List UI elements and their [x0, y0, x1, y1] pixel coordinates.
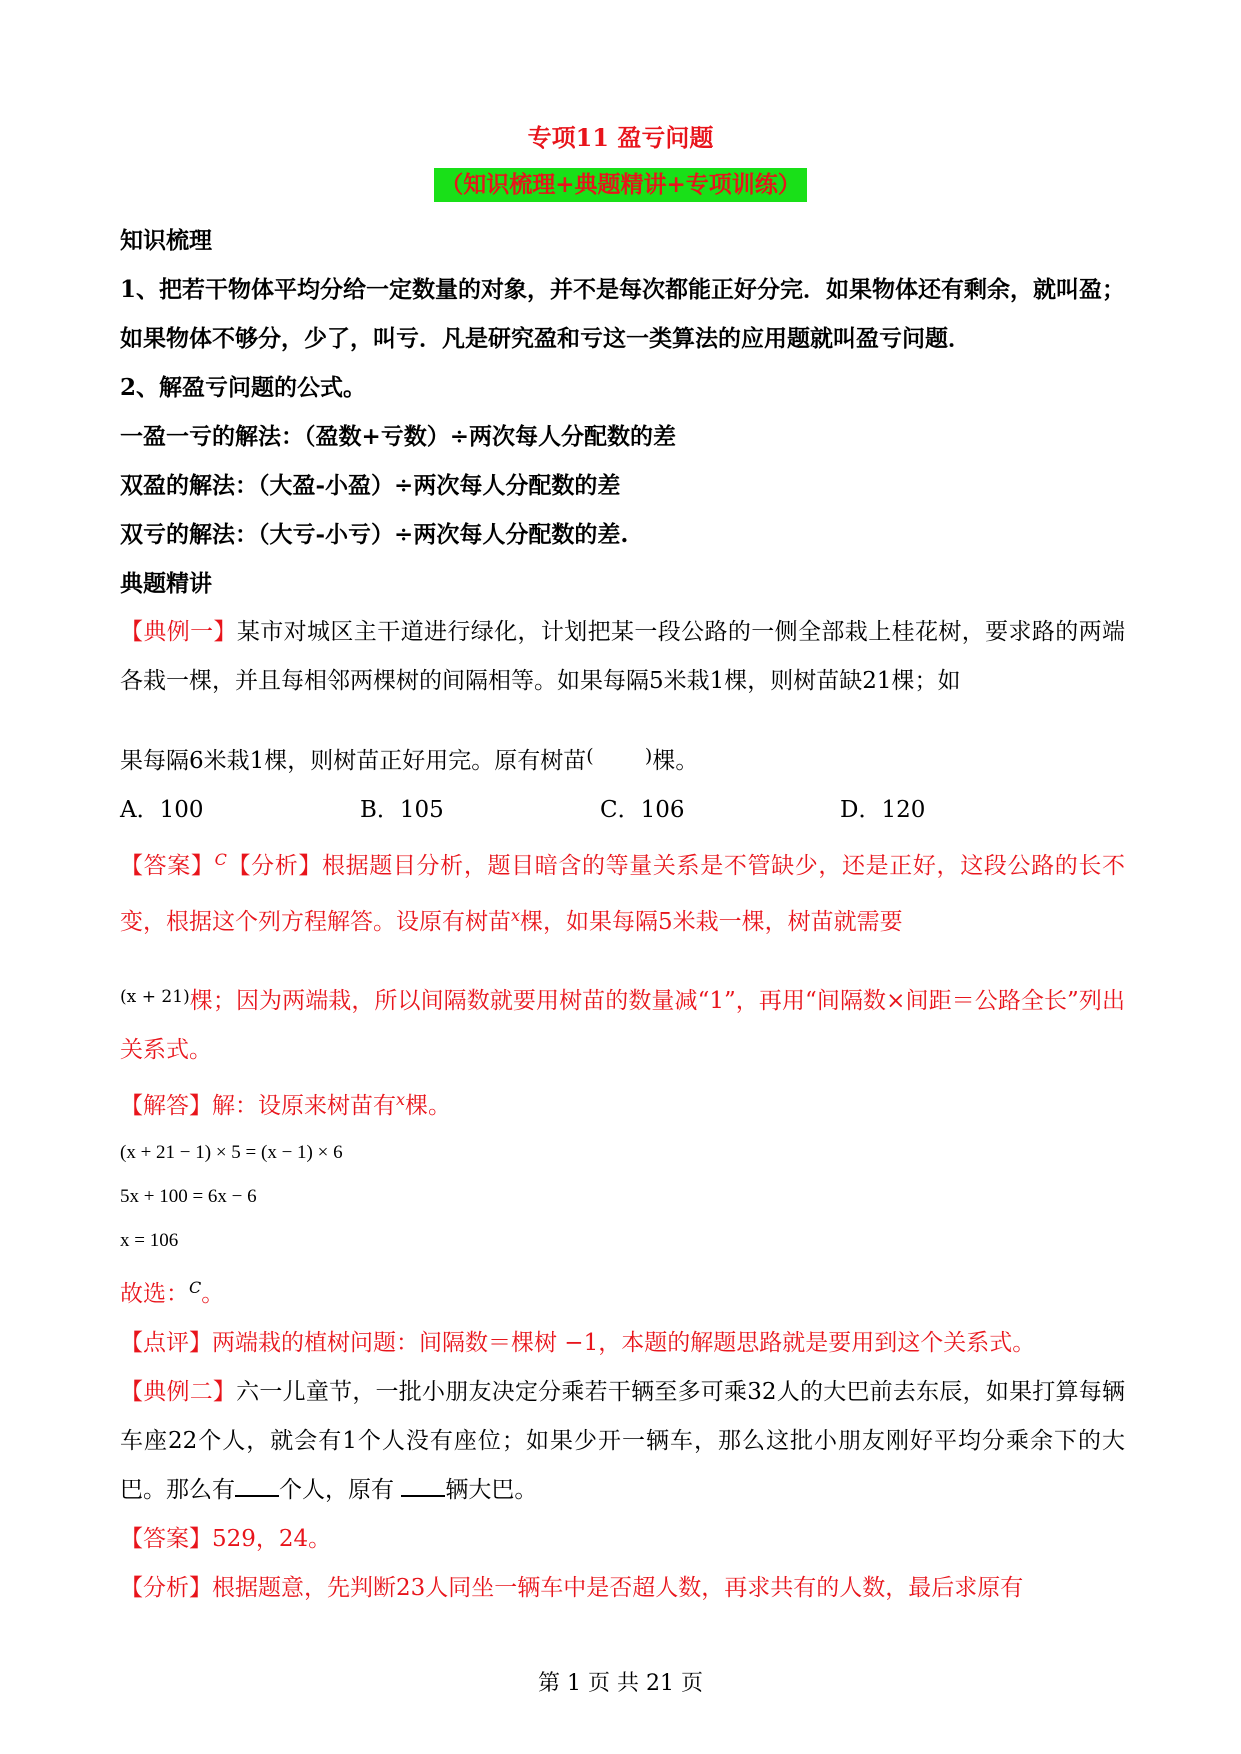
solution-text-a: 解：设原来树苗有	[212, 1093, 396, 1119]
ex2-analysis-text: 根据题意，先判断23人同坐一辆车中是否超人数，再求共有的人数，最后求原有	[212, 1575, 1024, 1601]
analysis-text-c: 棵；因为两端栽，所以间隔数就要用树苗的数量减“1”，再用“间隔数×间距＝公路全长”列出关系式。	[120, 988, 1125, 1063]
page-footer: 第 1 页 共 21 页	[538, 1671, 703, 1696]
solution-tag: 【解答】	[120, 1093, 212, 1119]
ex2-answer-value: 529，24。	[212, 1526, 332, 1552]
comment-text: 两端栽的植树问题：间隔数＝棵树 −1，本题的解题思路就是要用到这个关系式。	[212, 1330, 1036, 1356]
example-1-options	[120, 786, 1125, 835]
solution-var-x: x	[396, 1090, 406, 1109]
ex2-analysis-tag: 【分析】	[120, 1575, 212, 1601]
equation-3: x = 106	[120, 1230, 179, 1251]
analysis-tag: 【分析】	[226, 853, 322, 879]
equation-2: 5x + 100 = 6x − 6	[120, 1186, 257, 1207]
choice-value: C	[189, 1278, 202, 1297]
example-2-text-c: 辆大巴。	[445, 1477, 538, 1503]
option-d: D．120	[840, 797, 926, 823]
example-1-tag: 【典例一】	[120, 619, 237, 645]
comment-tag: 【点评】	[120, 1330, 212, 1356]
main-content	[120, 216, 1125, 1613]
knowledge-heading: 知识梳理	[120, 227, 212, 254]
example-1-comment	[120, 1319, 1125, 1368]
example-2-question	[120, 1368, 1125, 1515]
example-1-analysis	[120, 835, 1125, 947]
var-x: x	[511, 906, 521, 925]
formula-1: 一盈一亏的解法：（盈数+亏数）÷两次每人分配数的差	[120, 423, 677, 450]
example-2-tag: 【典例二】	[120, 1379, 237, 1405]
answer-value: C	[214, 850, 227, 869]
knowledge-p2: 2、解盈亏问题的公式。	[120, 374, 367, 401]
choice-text-a: 故选：	[120, 1281, 189, 1307]
solution-text-b: 棵。	[405, 1093, 452, 1119]
paren-left: (	[586, 745, 594, 767]
example-2-analysis	[120, 1564, 1125, 1613]
example-1-text-a: 某市对城区主干道进行绿化，计划把某一段公路的一侧全部栽上桂花树，要求路的两端各栽一棵，并且每相邻两棵树的间隔相等。如果每隔5米栽1棵，则树苗缺21棵；如	[120, 619, 1126, 694]
example-2-text-b: 个人，原有	[279, 1477, 402, 1503]
analysis-text-b: 棵，如果每隔5米栽一棵，树苗就需要	[520, 909, 903, 935]
ex2-answer-tag: 【答案】	[120, 1526, 212, 1552]
example-2-answer	[120, 1515, 1125, 1564]
option-c: C．106	[600, 797, 685, 823]
example-1-text-c: 棵。	[652, 748, 699, 774]
analysis-text-a: 根据题目分析，题目暗含的等量关系是不管缺少，还是正好，这段公路的长不变，根据这个列方程解答。设原有树苗	[120, 853, 1126, 935]
knowledge-p1: 1、把若干物体平均分给一定数量的对象，并不是每次都能正好分完．如果物体还有剩余，就叫盈；如果物体不够分，少了，叫亏．凡是研究盈和亏这一类算法的应用题就叫盈亏问题．	[120, 276, 1126, 352]
example-1-solution	[120, 1075, 1125, 1131]
formula-2: 双盈的解法：（大盈-小盈）÷两次每人分配数的差	[120, 472, 621, 499]
example-1-choice	[120, 1263, 1125, 1319]
expr-x-plus-21: (x + 21)	[120, 987, 190, 1007]
choice-text-b: 。	[201, 1281, 225, 1307]
option-a: A．100	[120, 797, 204, 823]
subtitle-wrap	[0, 168, 1241, 202]
example-1-question	[120, 608, 1125, 706]
formula-3: 双亏的解法：（大亏-小亏）÷两次每人分配数的差.	[120, 521, 629, 548]
paren-right: )	[644, 745, 653, 767]
example-1-analysis-cont	[120, 973, 1125, 1075]
answer-tag: 【答案】	[120, 853, 215, 879]
spacer	[120, 706, 1125, 732]
blank-1	[235, 1475, 279, 1497]
blank-2	[401, 1475, 445, 1497]
option-b: B．105	[360, 797, 444, 823]
example-1-question-cont	[120, 732, 1125, 786]
page-subtitle: （知识梳理+典题精讲+专项训练）	[434, 168, 807, 202]
spacer	[120, 947, 1125, 973]
page-title: 专项11 盈亏问题	[527, 123, 714, 152]
examples-heading: 典题精讲	[120, 570, 212, 597]
example-1-text-b: 果每隔6米栽1棵，则树苗正好用完。原有树苗	[120, 748, 587, 774]
example-2-text-a: 六一儿童节，一批小朋友决定分乘若干辆至多可乘32人的大巴前去东辰，如果打算每辆车座22个人，就会有1个人没有座位；如果少开一辆车，那么这批小朋友刚好平均分乘余下的大巴。那么有	[120, 1379, 1126, 1503]
equation-1: (x + 21 − 1) × 5 = (x − 1) × 6	[120, 1142, 343, 1163]
